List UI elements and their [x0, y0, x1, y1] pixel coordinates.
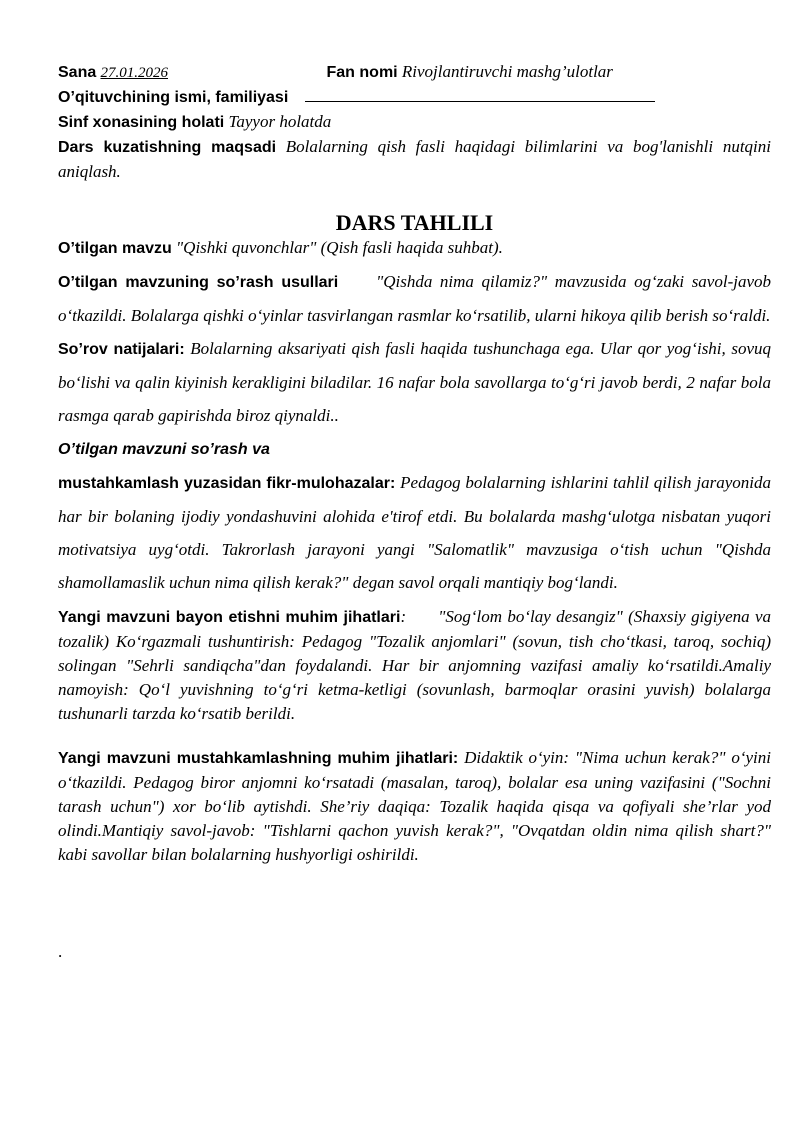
goal-label: Dars kuzatishning maqsadi — [58, 139, 277, 156]
results-value: Bolalarning aksariyati qish fasli haqida tushunchaga ega. Ular qor yog‘ishi, sovuq bo‘lishi va qalin kiyinish kerakligini biladilar. 16 nafar bola savollarga to‘g‘ri javob berdi, 2 nafar bola rasmga qarab gapirishda biroz qiynaldi.. — [58, 339, 772, 425]
page-title: DARS TAHLILI — [335, 210, 494, 235]
topic-value: "Qishki quvonchlar" (Qish fasli haqida suhbat). — [176, 238, 503, 257]
review-heading — [58, 432, 771, 466]
review-value: Pedagog bolalarning ishlarini tahlil qilish jarayonida har bir bolaning ijodiy yondashuvini alohida e'tirof etdi. Bu bolalarda mashg‘ulotga nisbatan yuqori motivatsiya uyg‘otdi. Takrorlash jarayoni yangi "Salomatlik" mavzusiga o‘tish uchun "Qishda shamollamaslik uchun nima qilish kerak?" degan savol orqali mantiqiy bog‘landi. — [58, 473, 772, 592]
goal-value: Bolalarning qish fasli haqidagi bilimlarini va bog'lanishli nutqini aniqlash. — [58, 137, 771, 181]
document-page — [58, 60, 771, 867]
teacher-row — [58, 85, 771, 110]
results-label: So’rov natijalari: — [58, 341, 185, 358]
reinforce-label: Yangi mavzuni mustahkamlashning muhim jihatlari: — [58, 750, 459, 767]
footer-mark: . — [58, 942, 63, 961]
review-label-1: O’tilgan mavzuni so’rash va — [58, 441, 270, 458]
new-topic-colon: : — [400, 607, 407, 626]
class-value: Tayyor holatda — [228, 112, 332, 131]
new-topic-paragraph — [58, 605, 771, 726]
subject-value: Rivojlantiruvchi mashg’ulotlar — [401, 62, 613, 81]
subject-label: Fan nomi — [326, 64, 398, 81]
class-row — [58, 110, 771, 135]
topic-row — [58, 236, 771, 261]
new-topic-value: "Sog‘lom bo‘lay desangiz" (Shaxsiy gigiyena va tozalik) Ko‘rgazmali tushuntirish: Pedagog "Tozalik anjomlari" (sovun, tish cho‘tkasi, taroq, sochiq) solingan "Sehrli sandiqcha"dan foydalandi. Har bir anjomning vazifasi amaliy ko‘rsatildi.Amaliy namoyish: Qo‘l yuvishning to‘g‘ri ketma-ketligi (sovunlash, barmoqlar orasini yuvish) bolalarga tushunarli tarzda ko‘rsatib berildi. — [58, 607, 772, 723]
date-label: Sana — [58, 64, 97, 81]
goal-row — [58, 135, 771, 184]
reinforce-value: Didaktik o‘yin: "Nima uchun kerak?" o‘yini o‘tkazildi. Pedagog biror anjomni ko‘rsatadi (masalan, taroq), bolalar esa uning vazifasini ("Sochni tarash uchun") xor bo‘lib aytishdi. She’riy daqiqa: Tozalik haqida qisqa va qofiyali she’rlar yod olindi.Mantiqiy savol-javob: "Tishlarni qachon yuvish kerak?", "Ovqatdan oldin nima qilish shart?" kabi savollar bilan bolalarning hushyorligi oshirildi. — [58, 748, 771, 864]
results-paragraph — [58, 332, 771, 432]
class-label: Sinf xonasining holati — [58, 114, 225, 131]
reinforce-paragraph — [58, 746, 771, 867]
teacher-name-blank — [305, 87, 655, 102]
review-label-2: mustahkamlash yuzasidan fikr-mulohazalar: — [58, 475, 396, 492]
methods-value: "Qishda nima qilamiz?" mavzusida og‘zaki savol-javob o‘tkazildi. Bolalarga qishki o‘yinlar tasvirlangan rasmlar ko‘rsatilib, ularni hikoya qilib berish so‘raldi. — [58, 272, 772, 325]
methods-paragraph — [58, 265, 771, 332]
date-value: 27.01.2026 — [100, 65, 168, 81]
topic-label: O’tilgan mavzu — [58, 240, 172, 257]
review-paragraph — [58, 466, 771, 599]
teacher-label: O’qituvchining ismi, familiyasi — [58, 89, 289, 106]
new-topic-label: Yangi mavzuni bayon etishni muhim jihatlari — [58, 609, 401, 626]
methods-label: O’tilgan mavzuning so’rash usullari — [58, 274, 339, 291]
date-subject-row — [58, 60, 771, 85]
